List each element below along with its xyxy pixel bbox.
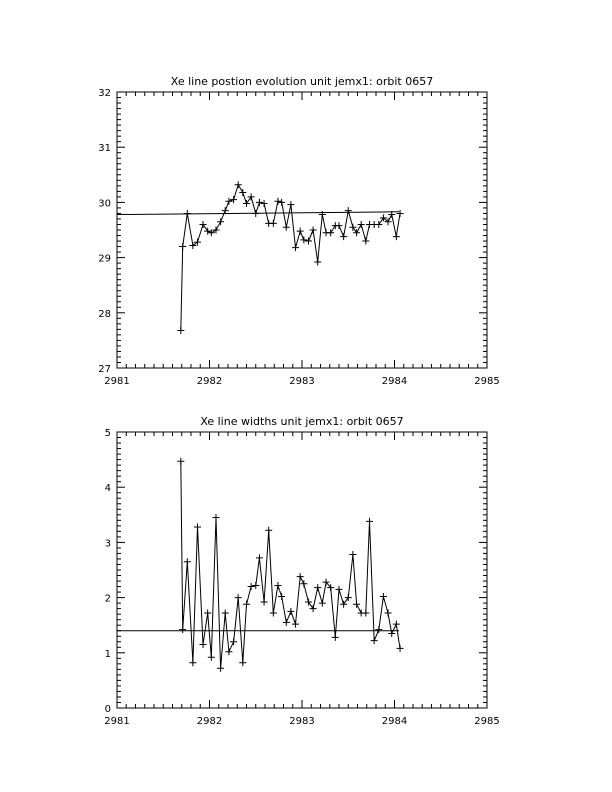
y-tick-label: 27: [98, 364, 111, 375]
data-point-marker: [305, 238, 312, 245]
data-point-marker: [358, 221, 365, 228]
chart-2: [104, 415, 499, 727]
data-point-marker: [265, 527, 272, 534]
chart-title: Xe line widths unit jemx1: orbit 0657: [200, 415, 404, 428]
data-point-marker: [235, 181, 242, 188]
series-line: [181, 461, 400, 668]
y-tick-label: 5: [104, 428, 111, 439]
data-point-marker: [270, 610, 277, 617]
x-tick-label: 2985: [474, 376, 500, 387]
data-point-marker: [283, 619, 290, 626]
y-tick-label: 3: [104, 538, 111, 550]
y-tick-label: 4: [104, 483, 111, 495]
data-point-marker: [217, 665, 224, 672]
data-point-marker: [239, 659, 246, 666]
chart-1: [98, 75, 499, 387]
data-point-marker: [235, 594, 242, 601]
data-point-marker: [393, 233, 400, 240]
data-point-marker: [380, 593, 387, 600]
x-tick-label: 2985: [474, 716, 500, 727]
data-point-marker: [189, 659, 196, 666]
x-tick-label: 2981: [104, 716, 130, 727]
plot-frame: [117, 432, 487, 708]
data-point-marker: [310, 605, 317, 612]
data-point-marker: [256, 199, 263, 206]
data-point-marker: [397, 645, 404, 652]
data-point-marker: [194, 523, 201, 530]
data-point-marker: [184, 558, 191, 565]
data-point-marker: [297, 228, 304, 235]
y-tick-label: 30: [98, 198, 111, 210]
data-point-marker: [248, 193, 255, 200]
data-point-marker: [184, 210, 191, 217]
data-point-marker: [385, 610, 392, 617]
plot-frame: [117, 92, 487, 368]
data-point-marker: [208, 654, 215, 661]
data-point-marker: [189, 242, 196, 249]
data-point-marker: [239, 189, 246, 196]
data-point-marker: [204, 228, 211, 235]
y-tick-label: 29: [98, 253, 111, 265]
data-point-marker: [349, 551, 356, 558]
y-tick-label: 1: [104, 648, 111, 660]
data-point-marker: [243, 601, 250, 608]
data-point-marker: [256, 554, 263, 561]
data-point-marker: [292, 621, 299, 628]
y-tick-label: 32: [98, 88, 111, 99]
data-point-marker: [222, 610, 229, 617]
data-point-marker: [375, 626, 382, 633]
x-tick-label: 2984: [381, 376, 408, 387]
data-point-marker: [300, 580, 307, 587]
data-point-marker: [327, 229, 334, 236]
data-point-marker: [179, 243, 186, 250]
data-point-marker: [314, 259, 321, 266]
data-point-marker: [248, 583, 255, 590]
data-point-marker: [336, 586, 343, 593]
data-point-marker: [278, 199, 285, 206]
y-tick-label: 2: [104, 593, 111, 605]
data-point-marker: [292, 244, 299, 251]
chart-title: Xe line postion evolution unit jemx1: orbit 0657: [170, 75, 434, 88]
data-point-marker: [340, 601, 347, 608]
x-tick-label: 2981: [104, 376, 130, 387]
data-point-marker: [287, 201, 294, 208]
data-point-marker: [230, 638, 237, 645]
x-tick-label: 2983: [289, 376, 315, 387]
data-point-marker: [225, 198, 232, 205]
data-point-marker: [362, 238, 369, 245]
data-point-marker: [274, 198, 281, 205]
data-point-marker: [270, 220, 277, 227]
data-point-marker: [397, 210, 404, 217]
x-tick-label: 2984: [381, 716, 408, 727]
data-point-marker: [261, 200, 268, 207]
data-point-marker: [274, 582, 281, 589]
data-point-marker: [349, 224, 356, 231]
data-point-marker: [310, 227, 317, 234]
data-point-marker: [371, 637, 378, 644]
data-point-marker: [314, 584, 321, 591]
data-point-marker: [287, 608, 294, 615]
x-tick-label: 2983: [289, 716, 315, 727]
data-point-marker: [353, 229, 360, 236]
data-point-marker: [336, 222, 343, 229]
y-tick-label: 0: [104, 704, 111, 715]
y-tick-label: 28: [98, 308, 111, 320]
data-point-marker: [278, 593, 285, 600]
x-tick-label: 2982: [196, 716, 223, 727]
data-point-marker: [319, 600, 326, 607]
data-point-marker: [297, 573, 304, 580]
y-tick-label: 31: [98, 143, 111, 155]
data-point-marker: [366, 518, 373, 525]
data-point-marker: [194, 239, 201, 246]
data-point-marker: [212, 514, 219, 521]
data-point-marker: [217, 218, 224, 225]
data-point-marker: [177, 327, 184, 334]
data-point-marker: [230, 196, 237, 203]
data-point-marker: [200, 221, 207, 228]
data-point-marker: [332, 634, 339, 641]
data-point-marker: [200, 641, 207, 648]
x-tick-label: 2982: [196, 376, 223, 387]
data-point-marker: [177, 458, 184, 465]
data-point-marker: [179, 626, 186, 633]
data-point-marker: [393, 621, 400, 628]
data-point-marker: [204, 610, 211, 617]
data-point-marker: [375, 221, 382, 228]
data-point-marker: [340, 233, 347, 240]
data-point-marker: [225, 648, 232, 655]
data-point-marker: [345, 207, 352, 214]
data-point-marker: [353, 601, 360, 608]
data-point-marker: [305, 599, 312, 606]
data-point-marker: [283, 224, 290, 231]
data-point-marker: [362, 610, 369, 617]
data-point-marker: [243, 200, 250, 207]
data-point-marker: [345, 594, 352, 601]
data-point-marker: [261, 599, 268, 606]
data-point-marker: [300, 236, 307, 243]
data-point-marker: [252, 582, 259, 589]
data-point-marker: [252, 210, 259, 217]
